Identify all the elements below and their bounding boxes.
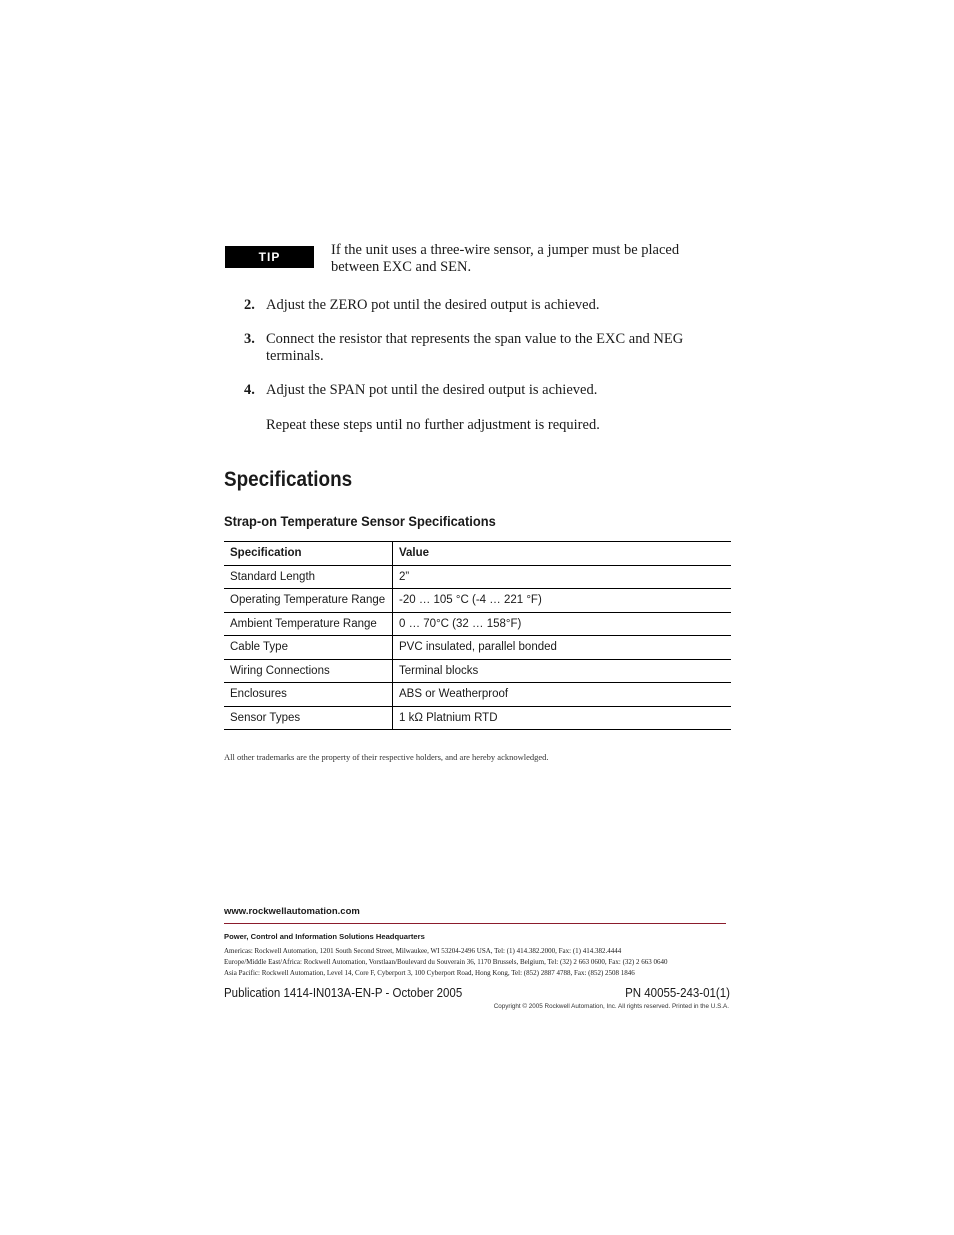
step-4 <box>244 382 724 399</box>
spec-value: 1 kΩ Platnium RTD <box>393 706 732 730</box>
repeat-note: Repeat these steps until no further adjustment is required. <box>266 417 600 433</box>
step-number: 4. <box>244 382 255 398</box>
spec-name: Wiring Connections <box>224 659 393 683</box>
address-asia-pacific: Asia Pacific: Rockwell Automation, Level 14, Core F, Cyberport 3, 100 Cyberport Road, Hong Kong, Tel: (852) 2887 4788, Fax: (852) 2508 1846 <box>224 969 635 977</box>
header-value: Value <box>393 542 732 566</box>
trademark-notice: All other trademarks are the property of their respective holders, and are hereby acknowledged. <box>224 752 549 762</box>
hq-title: Power, Control and Information Solutions Headquarters <box>224 932 425 941</box>
part-number: PN 40055-243-01(1) <box>625 986 730 1000</box>
tip-badge: TIP <box>225 246 314 268</box>
publication-number: Publication 1414-IN013A-EN-P - October 2005 <box>224 986 463 1000</box>
spec-value: 2” <box>393 565 732 589</box>
table-header-row <box>224 542 731 566</box>
table-row <box>224 589 731 613</box>
address-emea: Europe/Middle East/Africa: Rockwell Automation, Vorstlaan/Boulevard du Souverain 36, 1170 Brussels, Belgium, Tel: (32) 2 663 0600, Fax: (32) 2 663 0640 <box>224 958 668 966</box>
step-text: Connect the resistor that represents the span value to the EXC and NEG terminals. <box>266 331 684 364</box>
table-row <box>224 612 731 636</box>
table-row <box>224 659 731 683</box>
spec-name: Operating Temperature Range <box>224 589 393 613</box>
spec-name: Cable Type <box>224 636 393 660</box>
step-number: 3. <box>244 331 255 347</box>
website-link[interactable]: www.rockwellautomation.com <box>224 906 360 917</box>
spec-name: Ambient Temperature Range <box>224 612 393 636</box>
spec-value: 0 … 70°C (32 … 158°F) <box>393 612 732 636</box>
table-row <box>224 565 731 589</box>
spec-value: Terminal blocks <box>393 659 732 683</box>
spec-value: -20 … 105 °C (-4 … 221 °F) <box>393 589 732 613</box>
step-text: Adjust the ZERO pot until the desired output is achieved. <box>266 297 600 313</box>
spec-value: ABS or Weatherproof <box>393 683 732 707</box>
spec-value: PVC insulated, parallel bonded <box>393 636 732 660</box>
address-americas: Americas: Rockwell Automation, 1201 South Second Street, Milwaukee, WI 53204-2496 USA, Tel: (1) 414.382.2000, Fax: (1) 414.382.4444 <box>224 947 622 955</box>
section-title: Specifications <box>224 468 353 491</box>
spec-name: Sensor Types <box>224 706 393 730</box>
step-number: 2. <box>244 297 255 313</box>
step-text: Adjust the SPAN pot until the desired output is achieved. <box>266 382 598 398</box>
step-2 <box>244 297 724 314</box>
spec-table <box>224 541 731 730</box>
spec-name: Standard Length <box>224 565 393 589</box>
step-3 <box>244 331 724 365</box>
header-specification: Specification <box>224 542 393 566</box>
table-row <box>224 683 731 707</box>
tip-text: If the unit uses a three-wire sensor, a jumper must be placed between EXC and SEN. <box>331 242 680 275</box>
table-row <box>224 706 731 730</box>
spec-name: Enclosures <box>224 683 393 707</box>
copyright-notice: Copyright © 2005 Rockwell Automation, Inc. All rights reserved. Printed in the U.S.A. <box>493 1003 729 1010</box>
footer-divider <box>224 923 726 924</box>
table-row <box>224 636 731 660</box>
table-title: Strap-on Temperature Sensor Specifications <box>224 513 496 529</box>
